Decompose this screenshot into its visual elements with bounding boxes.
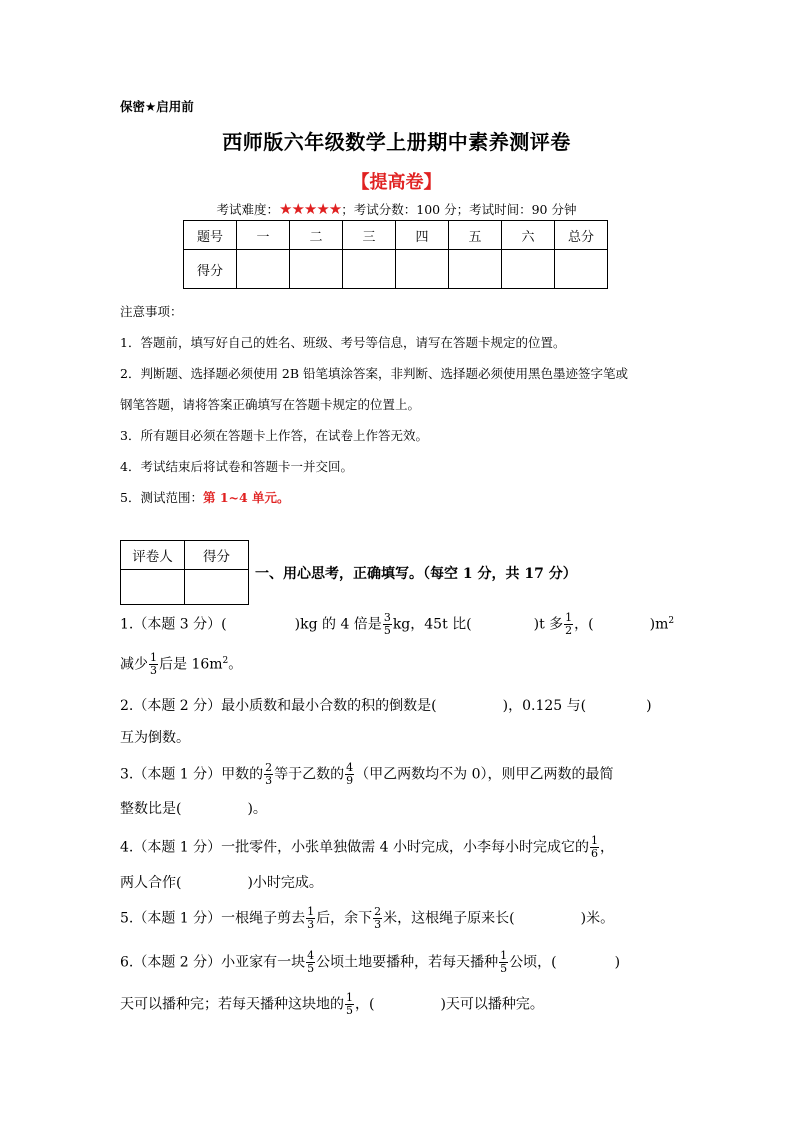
question-4	[120, 835, 680, 860]
notes-heading: 注意事项：	[120, 304, 183, 319]
numerator: 1	[307, 905, 315, 918]
numerator: 4	[307, 949, 315, 962]
denominator: 3	[150, 664, 157, 677]
note-item: 3．所有题目必须在答题卡上作答，在试卷上作答无效。	[120, 428, 428, 443]
score-table-header: 一	[237, 221, 290, 250]
q-text: 3.（本题 1 分）甲数的	[120, 766, 264, 783]
q-text: )天可以播种完。	[440, 996, 544, 1013]
fraction	[149, 652, 158, 677]
denominator: 5	[383, 624, 391, 637]
q-text: )米。	[580, 910, 615, 927]
denominator: 3	[374, 918, 382, 931]
question-4-line-2	[120, 872, 680, 892]
score-table	[183, 220, 608, 289]
numerator: 3	[383, 611, 391, 624]
q-text: （甲乙两数均不为 0），则甲乙两数的最简	[355, 766, 614, 783]
numerator: 4	[346, 761, 354, 774]
q-text: ，(	[355, 996, 375, 1013]
fraction	[383, 612, 392, 637]
note-item	[120, 482, 680, 513]
denominator: 5	[346, 1004, 353, 1017]
reviewer-label: 评卷人	[121, 541, 185, 570]
section-title: 一、用心思考，正确填写。（每空 1 分，共 17 分）	[255, 566, 577, 582]
q-text: 5.（本题 1 分）一根绳子剪去	[120, 910, 306, 927]
question-5	[120, 906, 680, 931]
score-table-header: 题号	[184, 221, 237, 250]
q-text: 米，这根绳子原来长(	[383, 910, 515, 927]
q-text: )m	[649, 616, 669, 633]
score-row-label: 得分	[184, 250, 237, 289]
q-text: 4.（本题 1 分）一批零件，小张单独做需 4 小时完成，小李每小时完成它的	[120, 839, 589, 856]
q-text: 天可以播种完；若每天播种这块地的	[120, 996, 344, 1013]
q-text: 整数比是(	[120, 801, 182, 817]
test-range: 第 1~4 单元。	[202, 490, 290, 505]
score-table-header: 五	[449, 221, 502, 250]
score-table-header: 三	[343, 221, 396, 250]
score-table-header: 六	[502, 221, 555, 250]
reviewer-cell[interactable]	[121, 570, 185, 605]
q-text: 等于乙数的	[274, 766, 345, 783]
score-cell[interactable]	[502, 250, 555, 289]
fraction	[306, 950, 315, 975]
q-text: 。	[228, 656, 243, 673]
score-table-header: 总分	[555, 221, 608, 250]
fraction	[564, 612, 573, 637]
q-text: )kg 的 4 倍是	[294, 616, 382, 633]
q-text: 后，余下	[316, 910, 373, 927]
q-text: )t 多	[533, 616, 564, 633]
note-item: 4．考试结束后将试卷和答题卡一并交回。	[120, 459, 353, 474]
question-3	[120, 762, 680, 787]
question-2-line-2: 互为倒数。	[120, 730, 190, 746]
q-text: 后是 16m	[159, 656, 223, 673]
grader-table	[120, 540, 249, 605]
note-item: 1．答题前，填写好自己的姓名、班级、考号等信息，请写在答题卡规定的位置。	[120, 335, 566, 350]
q-text: 公顷，(	[509, 954, 557, 971]
fraction	[306, 906, 315, 931]
denominator: 3	[265, 774, 273, 787]
numerator: 1	[346, 991, 353, 1004]
numerator: 2	[374, 905, 382, 918]
question-2	[120, 695, 680, 715]
score-cell[interactable]	[555, 250, 608, 289]
denominator: 3	[307, 918, 315, 931]
q-text: 减少	[120, 656, 148, 673]
question-1-line-2	[120, 652, 680, 677]
q-text: )，0.125 与(	[502, 698, 587, 714]
page-title: 西师版六年级数学上册期中素养测评卷	[222, 130, 571, 154]
note-item-label: 5．测试范围：	[120, 490, 203, 505]
q-text: ，(	[574, 616, 594, 633]
denominator: 5	[307, 962, 315, 975]
notes-section	[120, 296, 680, 513]
fraction	[499, 950, 508, 975]
fraction	[264, 762, 273, 787]
denominator: 2	[565, 624, 573, 637]
score-table-header: 四	[396, 221, 449, 250]
numerator: 1	[565, 611, 573, 624]
fraction	[590, 835, 599, 860]
q-text: 1.（本题 3 分）(	[120, 616, 227, 633]
score-cell[interactable]	[237, 250, 290, 289]
confidential-label: 保密★启用前	[120, 99, 194, 114]
q-text: ，	[599, 839, 614, 856]
q-text: )	[646, 698, 652, 714]
question-6	[120, 950, 680, 975]
score-time-info: ；考试分数：100 分；考试时间：90 分钟	[341, 202, 577, 217]
superscript: 2	[222, 655, 229, 666]
score-cell[interactable]	[343, 250, 396, 289]
difficulty-label: 考试难度：	[216, 202, 280, 217]
q-text: 2.（本题 2 分）最小质数和最小合数的积的倒数是(	[120, 698, 437, 714]
fraction	[373, 906, 382, 931]
q-text: )小时完成。	[247, 875, 323, 891]
question-3-line-2	[120, 798, 680, 818]
grader-score-cell[interactable]	[185, 570, 249, 605]
numerator: 2	[265, 761, 273, 774]
denominator: 9	[346, 774, 354, 787]
score-cell[interactable]	[396, 250, 449, 289]
fraction	[345, 762, 354, 787]
numerator: 1	[150, 651, 157, 664]
note-item: 钢笔答题，请将答案正确填写在答题卡规定的位置上。	[120, 397, 421, 412]
fraction	[345, 992, 354, 1017]
q-text: )	[614, 954, 621, 971]
q-text: 6.（本题 2 分）小亚家有一块	[120, 954, 306, 971]
superscript: 2	[668, 615, 675, 626]
grader-score-label: 得分	[185, 541, 249, 570]
denominator: 5	[500, 962, 508, 975]
q-text: )。	[247, 801, 267, 817]
q-text: kg，45t 比(	[392, 616, 472, 633]
score-cell[interactable]	[449, 250, 502, 289]
exam-info	[0, 200, 793, 218]
note-item: 2．判断题、选择题必须使用 2B 铅笔填涂答案，非判断、选择题必须使用黑色墨迹签字笔或	[120, 366, 629, 381]
difficulty-stars-icon: ★★★★★	[279, 200, 342, 218]
q-text: 两人合作(	[120, 875, 182, 891]
score-table-header: 二	[290, 221, 343, 250]
numerator: 1	[590, 834, 598, 847]
question-6-line-2	[120, 992, 680, 1017]
question-1	[120, 612, 680, 637]
denominator: 6	[590, 847, 598, 860]
q-text: 公顷土地要播种，若每天播种	[316, 954, 499, 971]
numerator: 1	[500, 949, 508, 962]
page-subtitle: 【提高卷】	[351, 172, 442, 193]
score-cell[interactable]	[290, 250, 343, 289]
